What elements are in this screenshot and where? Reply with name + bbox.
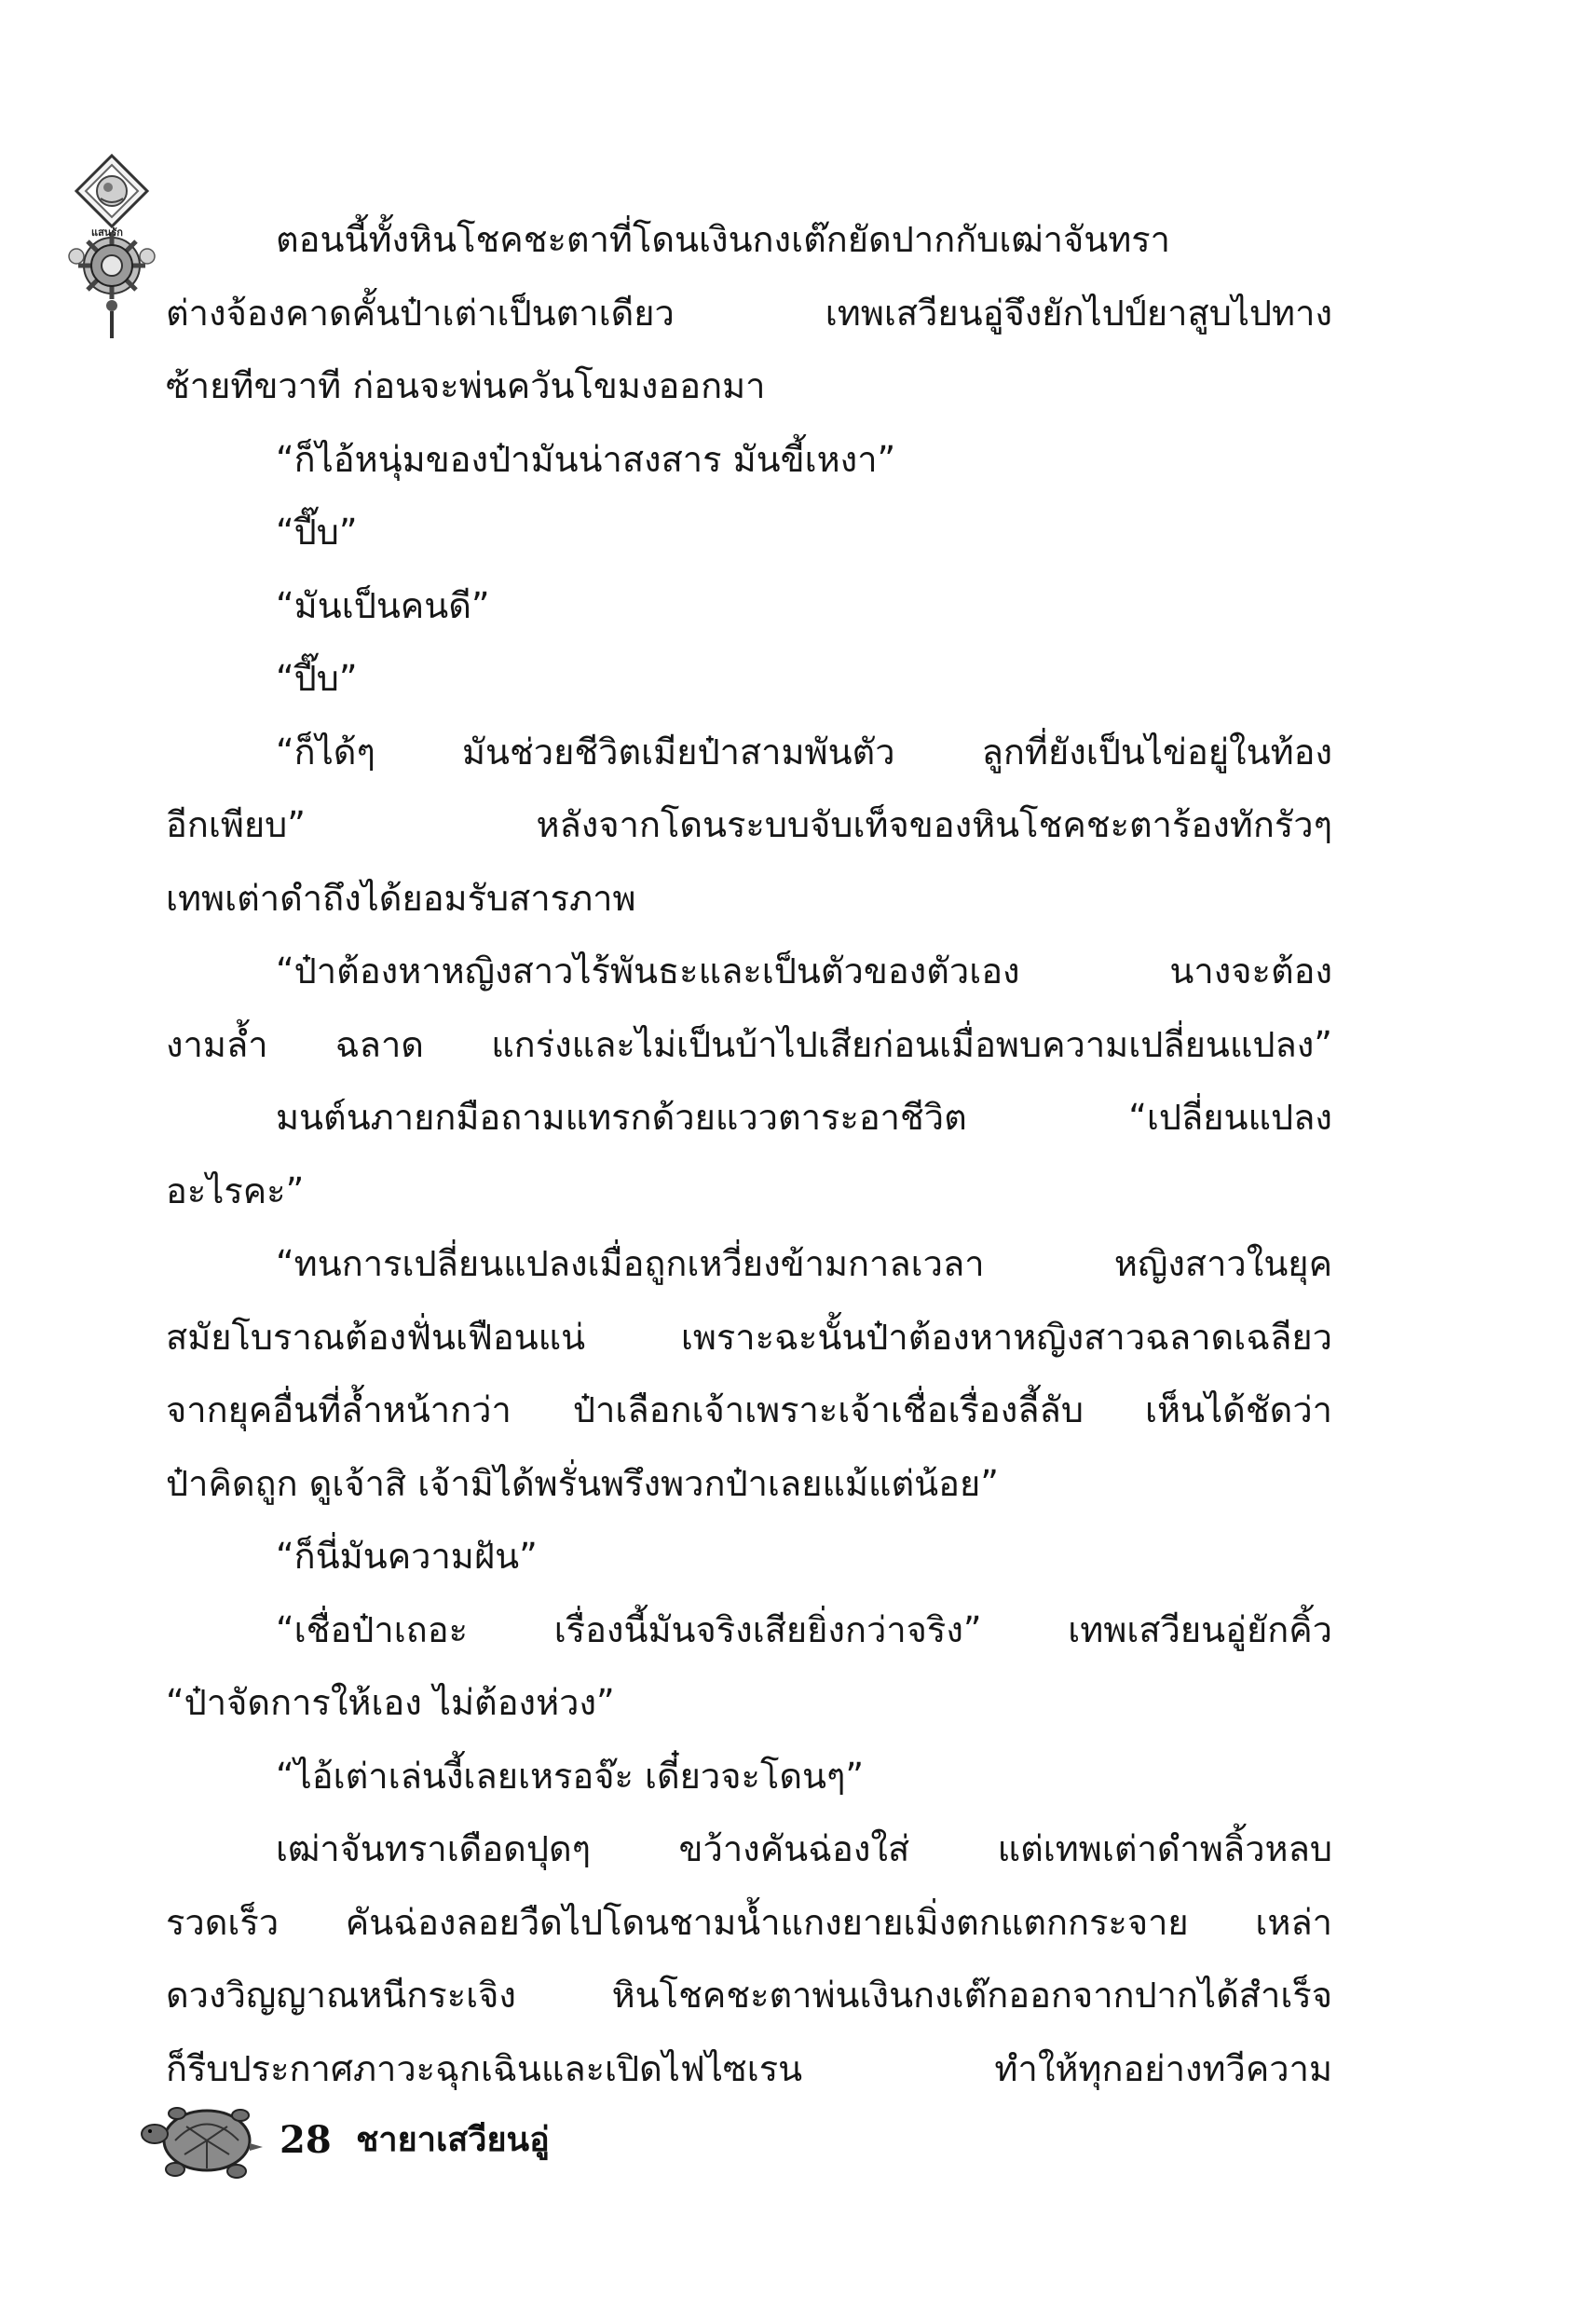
- text-line: ป๋าคิดถูก ดูเจ้าสิ เจ้ามิได้พรั่นพรึงพวกป๋าเลยแม้แต่น้อย”: [166, 1462, 999, 1504]
- page-footer: [140, 2089, 792, 2192]
- text-line: ก็รีบประกาศภาวะฉุกเฉินและเปิดไฟไซเรน ทำให้ทุกอย่างทวีความ: [166, 2047, 1332, 2089]
- ornament-icon: [67, 154, 157, 340]
- chapter-ornament: [67, 154, 157, 340]
- text-line: “ก็ได้ๆ มันช่วยชีวิตเมียป๋าสามพันตัว ลูกที่ยังเป็นไข่อยู่ในท้อง: [276, 731, 1332, 773]
- text-line: ดวงวิญญาณหนีกระเจิง หินโชคชะตาพ่นเงินกงเต๊กออกจากปากได้สำเร็จ: [166, 1975, 1332, 2016]
- text-line: “มันเป็นคนดี”: [276, 584, 490, 626]
- text-line: อีกเพียบ” หลังจากโดนระบบจับเท็จของหินโชคชะตาร้องทักรัวๆ: [166, 804, 1332, 845]
- text-line: มนต์นภายกมือถามแทรกด้วยแววตาระอาชีวิต “เปลี่ยนแปลง: [276, 1097, 1332, 1138]
- text-line: จากยุคอื่นที่ล้ำหน้ากว่า ป๋าเลือกเจ้าเพราะเจ้าเชื่อเรื่องลี้ลับ เห็นได้ชัดว่า: [166, 1389, 1332, 1430]
- page-number: 28: [280, 2118, 332, 2162]
- turtle-icon: [140, 2089, 266, 2192]
- text-line: “ปี๊บ”: [276, 658, 358, 699]
- text-line: “ไอ้เต่าเล่นงี้เลยเหรอจ๊ะ เดี๋ยวจะโดนๆ”: [276, 1755, 865, 1797]
- ornament-label: แสนรัก: [91, 226, 123, 239]
- text-line: รวดเร็ว คันฉ่องลอยวืดไปโดนชามน้ำแกงยายเมิ่งตกแตกกระจาย เหล่า: [166, 1901, 1332, 1943]
- text-line: อะไรคะ”: [166, 1169, 305, 1211]
- text-line: ต่างจ้องคาดคั้นป๋าเต่าเป็นตาเดียว เทพเสวียนอู่จึงยักไปป์ยาสูบไปทาง: [166, 292, 1332, 334]
- text-line: “ป๋าต้องหาหญิงสาวไร้พันธะและเป็นตัวของตัวเอง นางจะต้อง: [276, 950, 1332, 991]
- text-line: “ก็ไอ้หนุ่มของป๋ามันน่าสงสาร มันขี้เหงา”: [276, 438, 896, 480]
- text-line: “ปี๊บ”: [276, 512, 358, 553]
- text-line: “ทนการเปลี่ยนแปลงเมื่อถูกเหวี่ยงข้ามกาลเวลา หญิงสาวในยุค: [276, 1243, 1332, 1284]
- text-line: งามล้ำ ฉลาด แกร่งและไม่เป็นบ้าไปเสียก่อนเมื่อพบความเปลี่ยนแปลง”: [166, 1023, 1332, 1065]
- text-line: สมัยโบราณต้องฟั่นเฟือนแน่ เพราะฉะนั้นป๋าต้องหาหญิงสาวฉลาดเฉลียว: [166, 1316, 1332, 1358]
- text-line: “ป๋าจัดการให้เอง ไม่ต้องห่วง”: [166, 1682, 615, 1723]
- text-line: ซ้ายทีขวาที ก่อนจะพ่นควันโขมงออกมา: [166, 365, 766, 406]
- body-text: [166, 203, 1332, 2105]
- text-line: ตอนนี้ทั้งหินโชคชะตาที่โดนเงินกงเต๊กยัดปากกับเฒ่าจันทรา: [276, 219, 1171, 260]
- book-title: ชายาเสวียนอู่: [356, 2121, 550, 2159]
- text-line: “ก็นี่มันความฝัน”: [276, 1536, 538, 1577]
- text-line: เทพเต่าดำถึงได้ยอมรับสารภาพ: [166, 877, 636, 919]
- text-line: เฒ่าจันทราเดือดปุดๆ ขว้างคันฉ่องใส่ แต่เทพเต่าดำพลิ้วหลบ: [276, 1828, 1332, 1869]
- text-line: “เชื่อป๋าเถอะ เรื่องนี้มันจริงเสียยิ่งกว่าจริง” เทพเสวียนอู่ยักคิ้ว: [276, 1608, 1332, 1650]
